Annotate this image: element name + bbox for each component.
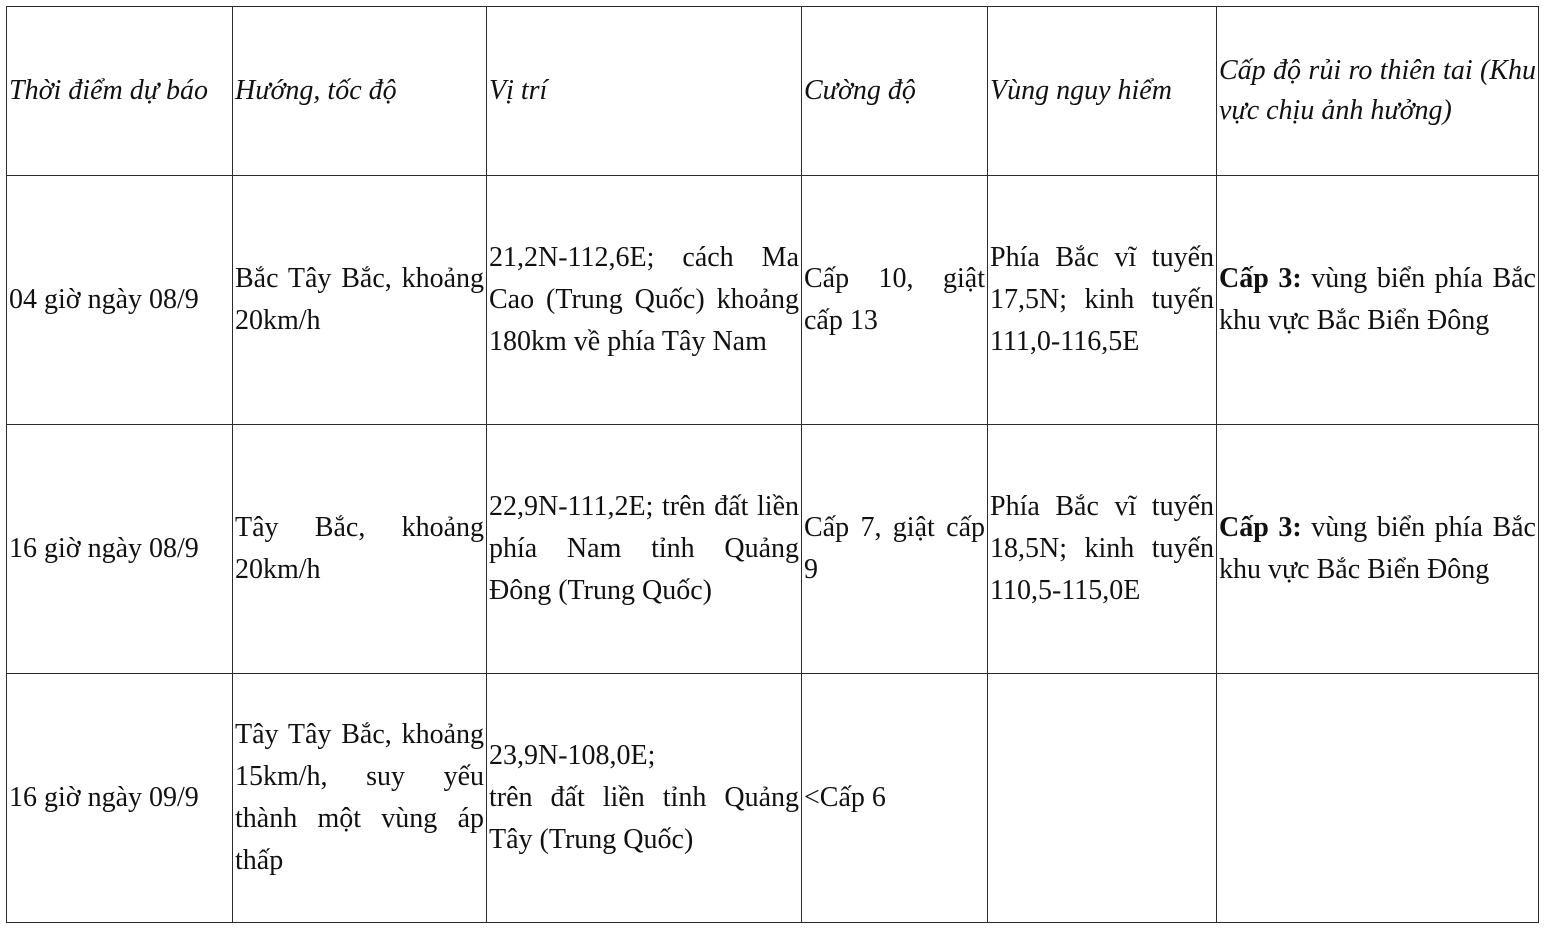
cell-intensity: <Cấp 6 <box>802 674 988 923</box>
cell-direction-speed: Tây Tây Bắc, khoảng 15km/h, suy yếu thành một vùng áp thấp <box>233 674 487 923</box>
cell-position: 22,9N-111,2E; trên đất liền phía Nam tỉnh Quảng Đông (Trung Quốc) <box>487 425 802 674</box>
risk-area-text: vùng biển phía Bắc khu vực Bắc Biển Đông <box>1219 263 1536 336</box>
cell-direction-speed: Tây Bắc, khoảng 20km/h <box>233 425 487 674</box>
risk-area-text: vùng biển phía Bắc khu vực Bắc Biển Đông <box>1219 512 1536 585</box>
cell-position <box>487 674 802 923</box>
cell-danger-zone <box>988 674 1217 923</box>
cell-intensity: Cấp 10, giật cấp 13 <box>802 176 988 425</box>
cell-forecast-time: 04 giờ ngày 08/9 <box>7 176 233 425</box>
table-row <box>7 674 1539 923</box>
risk-level-label: Cấp 3: <box>1219 263 1302 294</box>
header-position: Vị trí <box>487 7 802 176</box>
cell-risk-level <box>1217 176 1539 425</box>
storm-forecast-table <box>6 6 1539 923</box>
table-row <box>7 176 1539 425</box>
cell-risk-level <box>1217 674 1539 923</box>
header-risk-level: Cấp độ rủi ro thiên tai (Khu vực chịu ảnh hưởng) <box>1217 7 1539 176</box>
header-intensity: Cường độ <box>802 7 988 176</box>
risk-level-label: Cấp 3: <box>1219 512 1302 543</box>
cell-position: 21,2N-112,6E; cách Ma Cao (Trung Quốc) khoảng 180km về phía Tây Nam <box>487 176 802 425</box>
header-forecast-time: Thời điểm dự báo <box>7 7 233 176</box>
cell-danger-zone: Phía Bắc vĩ tuyến 17,5N; kinh tuyến 111,0-116,5E <box>988 176 1217 425</box>
table-row <box>7 425 1539 674</box>
cell-intensity: Cấp 7, giật cấp 9 <box>802 425 988 674</box>
position-coordinates: 23,9N-108,0E; <box>489 740 656 771</box>
cell-risk-level <box>1217 425 1539 674</box>
table-header-row <box>7 7 1539 176</box>
cell-direction-speed: Bắc Tây Bắc, khoảng 20km/h <box>233 176 487 425</box>
header-danger-zone: Vùng nguy hiểm <box>988 7 1217 176</box>
header-direction-speed: Hướng, tốc độ <box>233 7 487 176</box>
cell-forecast-time: 16 giờ ngày 08/9 <box>7 425 233 674</box>
cell-danger-zone: Phía Bắc vĩ tuyến 18,5N; kinh tuyến 110,5-115,0E <box>988 425 1217 674</box>
position-description: trên đất liền tỉnh Quảng Tây (Trung Quốc) <box>489 782 799 855</box>
cell-forecast-time: 16 giờ ngày 09/9 <box>7 674 233 923</box>
